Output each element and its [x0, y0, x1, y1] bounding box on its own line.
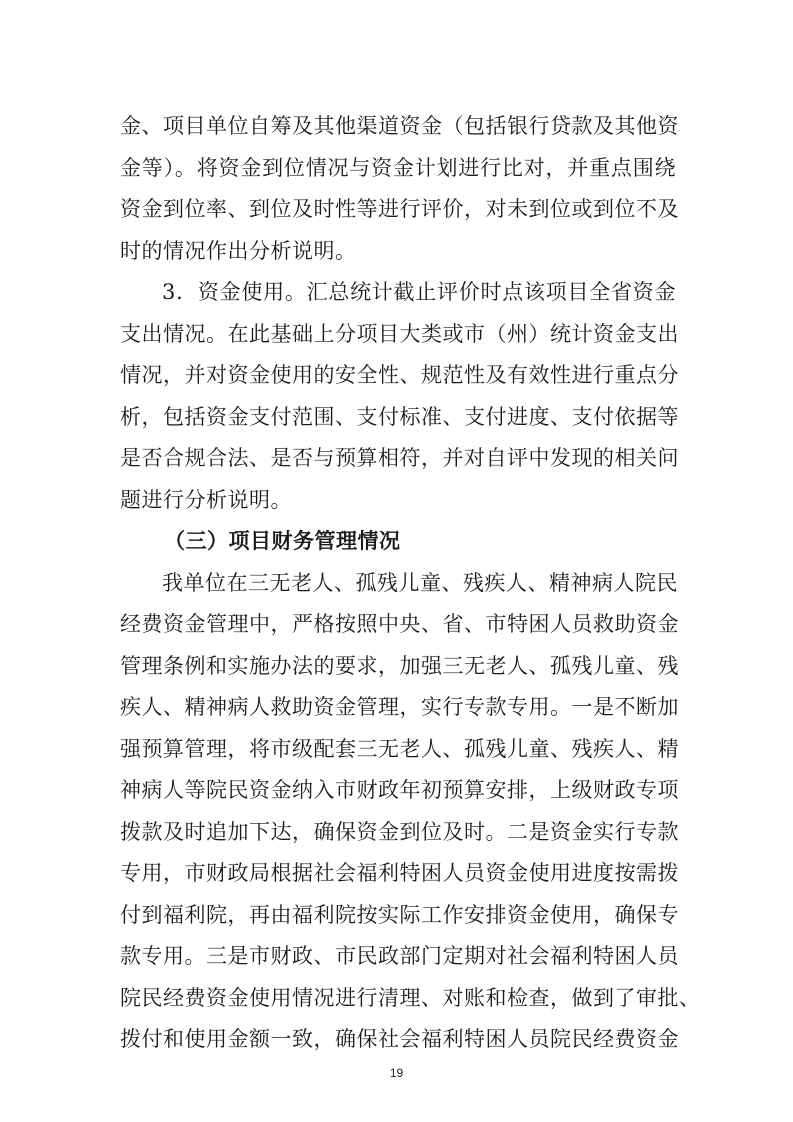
- body-text-line: 拨款及时追加下达，确保资金到位及时。二是资金实行专款: [120, 819, 679, 844]
- section-heading: （三）项目财务管理情况: [164, 528, 401, 553]
- body-text-line: 题进行分析说明。: [120, 487, 292, 512]
- body-text-line: 款专用。三是市财政、市民政部门定期对社会福利特困人员: [120, 944, 679, 968]
- body-text-line: 析，包括资金支付范围、支付标准、支付进度、支付依据等: [120, 404, 679, 429]
- body-text-line: 金、项目单位自筹及其他渠道资金（包括银行贷款及其他资: [120, 114, 679, 138]
- body-text-line: 资金到位率、到位及时性等进行评价，对未到位或到位不及: [120, 197, 679, 221]
- body-text-line: 3．资金使用。汇总统计截止评价时点该项目全省资金: [162, 280, 676, 304]
- body-text-line: 付到福利院，再由福利院按实际工作安排资金使用，确保专: [120, 902, 679, 927]
- body-text-line: 是否合规合法、是否与预算相符，并对自评中发现的相关问: [120, 446, 679, 470]
- body-text-line: 拨付和使用金额一致，确保社会福利特困人员院民经费资金: [120, 1027, 679, 1051]
- body-text-line: 疾人、精神病人救助资金管理，实行专款专用。一是不断加: [120, 695, 679, 719]
- body-text-line: 我单位在三无老人、孤残儿童、残疾人、精神病人院民: [162, 570, 678, 595]
- body-text-line: 时的情况作出分析说明。: [120, 238, 357, 263]
- body-text-line: 经费资金管理中，严格按照中央、省、市特困人员救助资金: [120, 612, 679, 636]
- body-text-line: 支出情况。在此基础上分项目大类或市（州）统计资金支出: [120, 321, 679, 346]
- body-text-line: 强预算管理，将市级配套三无老人、孤残儿童、残疾人、精: [120, 736, 679, 761]
- body-text-line: 金等）。将资金到位情况与资金计划进行比对，并重点围绕: [120, 155, 676, 180]
- body-text-line: 神病人等院民资金纳入市财政年初预算安排，上级财政专项: [120, 778, 679, 802]
- body-text-line: 情况，并对资金使用的安全性、规范性及有效性进行重点分: [120, 363, 679, 387]
- body-text-line: 管理条例和实施办法的要求，加强三无老人、孤残儿童、残: [120, 653, 679, 678]
- page-number: 19: [389, 1066, 404, 1080]
- body-text-line: 专用，市财政局根据社会福利特困人员资金使用进度按需拨: [120, 861, 679, 885]
- body-text-line: 院民经费资金使用情况进行清理、对账和检查，做到了审批、: [120, 985, 701, 1010]
